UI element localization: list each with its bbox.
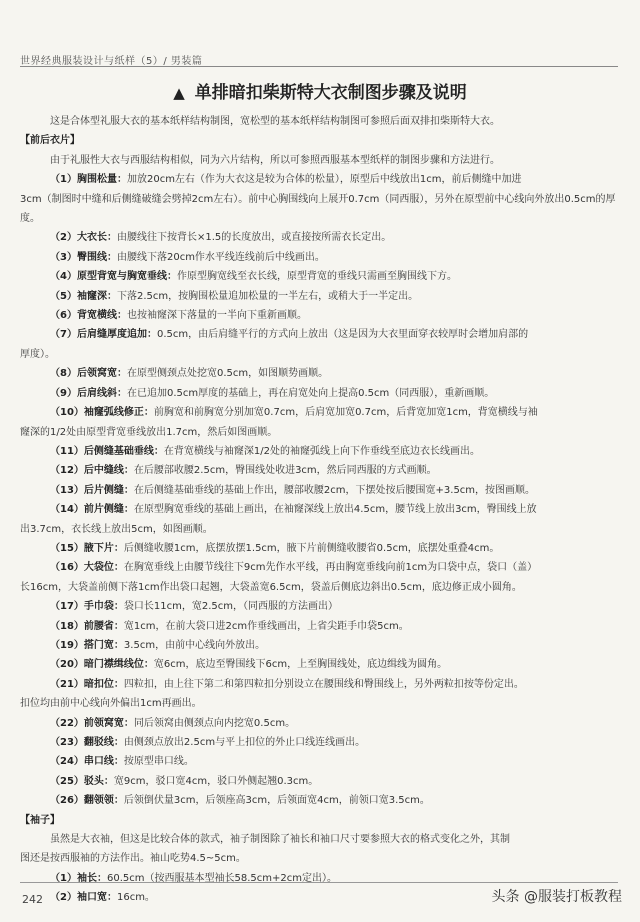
footer-rule: [20, 882, 618, 883]
item-keyword: 腋下片：: [83, 542, 124, 554]
list-item: [20, 636, 618, 655]
item-number: （3）: [50, 251, 77, 263]
item-keyword: 袖口宽：: [76, 892, 117, 904]
item-text: 宽9cm，驳口宽4cm，驳口外侧起翘0.3cm。: [113, 775, 319, 787]
list-item: [20, 442, 618, 461]
item-text: 3.5cm，由前中心线向外放出。: [123, 639, 266, 651]
header-rule: [20, 66, 618, 67]
list-item: [20, 675, 618, 694]
section-heading-bodice: 【前后衣片】: [20, 135, 80, 147]
item-number: （1）: [50, 174, 77, 186]
item-number: （22）: [50, 717, 84, 729]
list-item: [20, 714, 618, 733]
item-keyword: 后领窝宽：: [76, 368, 127, 380]
item-text: 下落2.5cm，按胸围松量追加松量的一半左右，或稍大于一半定出。: [116, 290, 419, 302]
item-text: 在后腰部收腰2.5cm，臀围线处收进3cm，然后同西服的方式画顺。: [133, 465, 437, 477]
item-text: 按原型串口线。: [123, 756, 194, 768]
list-item: [20, 267, 618, 286]
item-number: （4）: [50, 271, 77, 283]
item-keyword: 前领窝宽：: [83, 717, 134, 729]
item-keyword: 原型背宽与胸宽垂线：: [76, 271, 177, 283]
item-text: 加放20cm左右（作为大衣这是较为合体的松量），原型后中线放出1cm，前后侧缝中加进: [126, 174, 522, 186]
item-text: 在后侧缝基础垂线的基础上作出，腰部收腰2cm，下摆处按后腰围宽+3.5cm，按图画顺。: [133, 484, 536, 496]
list-item: [20, 325, 618, 344]
item-number: （25）: [50, 775, 84, 787]
item-number: （26）: [50, 795, 84, 807]
item-number: （11）: [50, 445, 84, 457]
item-keyword: 手巾袋：: [83, 601, 124, 613]
list-item: [20, 403, 618, 422]
item-number: （15）: [50, 542, 84, 554]
list-item: [20, 306, 618, 325]
running-header: 世界经典服装设计与纸样（5）/ 男装篇: [20, 56, 203, 67]
item-keyword: 驳头：: [83, 775, 114, 787]
item-number: （8）: [50, 368, 77, 380]
page-number: 242: [22, 893, 43, 906]
item-number: （5）: [50, 290, 77, 302]
sleeve-intro: 虽然是大衣袖，但这是比较合体的款式，袖子制图除了袖长和袖口尺寸要参照大衣的格式变化之外，其制: [50, 834, 510, 846]
item-number: （20）: [50, 659, 84, 671]
item-keyword: 袖窿弧线修正：: [83, 407, 154, 419]
item-text: 作原型胸宽线至衣长线，原型背宽的垂线只需画至胸围线下方。: [176, 271, 457, 283]
item-text: 在原型侧颈点处挖宽0.5cm，如图顺势画顺。: [126, 368, 329, 380]
item-number: （16）: [50, 562, 84, 574]
item-number: （13）: [50, 484, 84, 496]
item-text: 后领倒伏量3cm，后领座高3cm，后领面宽4cm，前领口宽3.5cm。: [123, 795, 430, 807]
item-text: 由腰线往下按背长×1.5的长度放出，或直接按所需衣长定出。: [116, 232, 392, 244]
item-keyword: 后肩缝厚度追加：: [76, 329, 157, 341]
watermark: 头条 @服装打板教程: [491, 889, 622, 905]
page-title: [0, 78, 640, 103]
item-keyword: 前腰省：: [83, 620, 124, 632]
item-keyword: 翻领领：: [83, 795, 124, 807]
item-keyword: 暗门襟缉线位：: [83, 659, 154, 671]
item-number: （24）: [50, 756, 84, 768]
item-text: 在原型胸宽垂线的基础上画出，在袖窿深线上放出4.5cm，腰节线上放出3cm，臀围线上放: [133, 504, 537, 516]
item-continuation: 扣位均由前中心线向外偏出1cm再画出。: [20, 698, 202, 710]
item-text: 16cm。: [116, 892, 155, 904]
item-keyword: 后片侧缝：: [83, 484, 134, 496]
item-text: 后侧缝收腰1cm，底摆放摆1.5cm，腋下片前侧缝收腰省0.5cm，底摆处重叠4cm。: [123, 542, 500, 554]
item-keyword: 大衣长：: [76, 232, 117, 244]
item-text: 在背宽横线与袖窿深1/2处的袖窿弧线上向下作垂线至底边衣长线画出。: [163, 445, 481, 457]
item-keyword: 大袋位：: [83, 562, 124, 574]
list-item: [20, 170, 618, 189]
item-number: （12）: [50, 465, 84, 477]
list-item: [20, 481, 618, 500]
item-continuation: 窿深的1/2处由原型背宽垂线放出1.7cm，然后如图画顺。: [20, 426, 278, 438]
item-keyword: 袖窿深：: [76, 290, 117, 302]
list-item: [20, 500, 618, 519]
list-item: [20, 733, 618, 752]
item-number: （10）: [50, 407, 84, 419]
item-number: （2）: [50, 232, 77, 244]
list-item: [20, 558, 618, 577]
list-item: [20, 655, 618, 674]
item-text: 在胸宽垂线上由腰节线往下9cm先作水平线，再由胸宽垂线向前1cm为口袋中点，袋口（盖）: [123, 562, 538, 574]
item-text: 也按袖窿深下落量的一半向下重新画顺。: [126, 310, 307, 322]
item-keyword: 胸围松量：: [76, 174, 127, 186]
item-number: （19）: [50, 639, 84, 651]
item-text: 同后领窝由侧颈点向内挖宽0.5cm。: [133, 717, 296, 729]
item-continuation: 3cm（制图时中缝和后侧缝破缝会劈掉2cm左右）。前中心胸围线向上展开0.7cm（同西服），另外在原型前中心线向外放出0.5cm的厚度。: [20, 193, 616, 225]
item-continuation: 厚度）。: [20, 348, 55, 360]
item-keyword: 串口线：: [83, 756, 124, 768]
item-text: 前胸宽和前胸宽分别加宽0.7cm，后肩宽加宽0.7cm，后背宽加宽1cm，背宽横线与袖: [153, 407, 538, 419]
item-text: 在已追加0.5cm厚度的基础上，再在肩宽处向上提高0.5cm（同西服），重新画顺。: [126, 387, 495, 399]
bodice-steps-list: [20, 170, 618, 810]
item-number: （23）: [50, 737, 84, 748]
intro-paragraph: 这是合体型礼服大衣的基本纸样结构制图，宽松型的基本纸样结构制图可参照后面双排扣柴斯特大衣。: [50, 116, 500, 127]
main-content: [20, 112, 618, 908]
triangle-icon: ▲: [173, 84, 185, 102]
item-continuation: 出3.7cm，衣长线上放出5cm，如图画顺。: [20, 523, 213, 535]
item-text: 60.5cm（按西服基本型袖长58.5cm+2cm定出）。: [106, 872, 337, 884]
list-item: [20, 791, 618, 810]
item-keyword: 暗扣位：: [83, 678, 124, 690]
item-number: （7）: [50, 329, 77, 341]
item-number: （9）: [50, 387, 77, 399]
title-text: 单排暗扣柴斯特大衣制图步骤及说明: [194, 83, 467, 103]
item-keyword: 后肩线斜：: [76, 387, 127, 399]
item-text: 宽1cm，在前大袋口进2cm作垂线画出，上省尖距手巾袋5cm。: [123, 620, 409, 632]
item-number: （2）: [50, 892, 77, 904]
item-number: （17）: [50, 601, 84, 613]
item-keyword: 前片侧缝：: [83, 504, 134, 516]
item-text: 由侧颈点放出2.5cm与平上扣位的外止口线连线画出。: [123, 737, 366, 748]
list-item: [20, 597, 618, 616]
item-keyword: 臀围线：: [76, 251, 117, 263]
list-item: [20, 772, 618, 791]
sleeve-intro-cont: 图还是按西服袖的方法作出。袖山吃势4.5~5cm。: [20, 853, 246, 865]
list-item: [20, 752, 618, 771]
item-keyword: 翻驳线：: [83, 737, 124, 748]
list-item: [20, 617, 618, 636]
list-item: [20, 539, 618, 558]
item-keyword: 背宽横线：: [76, 310, 127, 322]
item-text: 宽6cm，底边至臀围线下6cm，上至胸围线处，底边缉线为圆角。: [153, 659, 448, 671]
item-keyword: 袖长：: [76, 872, 107, 884]
bodice-intro: 由于礼服性大衣与西服结构相似，同为六片结构，所以可参照西服基本型纸样的制图步骤和方法进行。: [50, 154, 500, 166]
item-text: 袋口长11cm，宽2.5cm，（同西服的方法画出）: [123, 601, 339, 613]
item-number: （6）: [50, 310, 77, 322]
list-item: [20, 287, 618, 306]
item-text: 0.5cm，由后肩缝平行的方式向上放出（这是因为大衣里面穿衣较厚时会增加肩部的: [156, 329, 529, 341]
item-text: 四粒扣，由上往下第二和第四粒扣分别设立在腰围线和臀围线上，另外两粒扣按等份定出。: [123, 678, 524, 690]
item-keyword: 后中缝线：: [83, 465, 134, 477]
item-keyword: 后侧缝基础垂线：: [83, 445, 164, 457]
item-number: （18）: [50, 620, 84, 632]
list-item: [20, 384, 618, 403]
item-number: （14）: [50, 504, 84, 516]
item-keyword: 搭门宽：: [83, 639, 124, 651]
item-continuation: 长16cm，大袋盖前侧下落1cm作出袋口起翘，大袋盖宽6.5cm，袋盖后侧底边斜出0.5cm，底边修正成小圆角。: [20, 581, 522, 593]
list-item: [20, 228, 618, 247]
item-number: （1）: [50, 872, 77, 884]
list-item: [20, 461, 618, 480]
item-number: （21）: [50, 678, 84, 690]
list-item: [20, 364, 618, 383]
list-item: [20, 248, 618, 267]
section-heading-sleeve: 【袖子】: [20, 814, 60, 826]
item-text: 由腰线下落20cm作水平线连线前后中线画出。: [116, 251, 325, 263]
